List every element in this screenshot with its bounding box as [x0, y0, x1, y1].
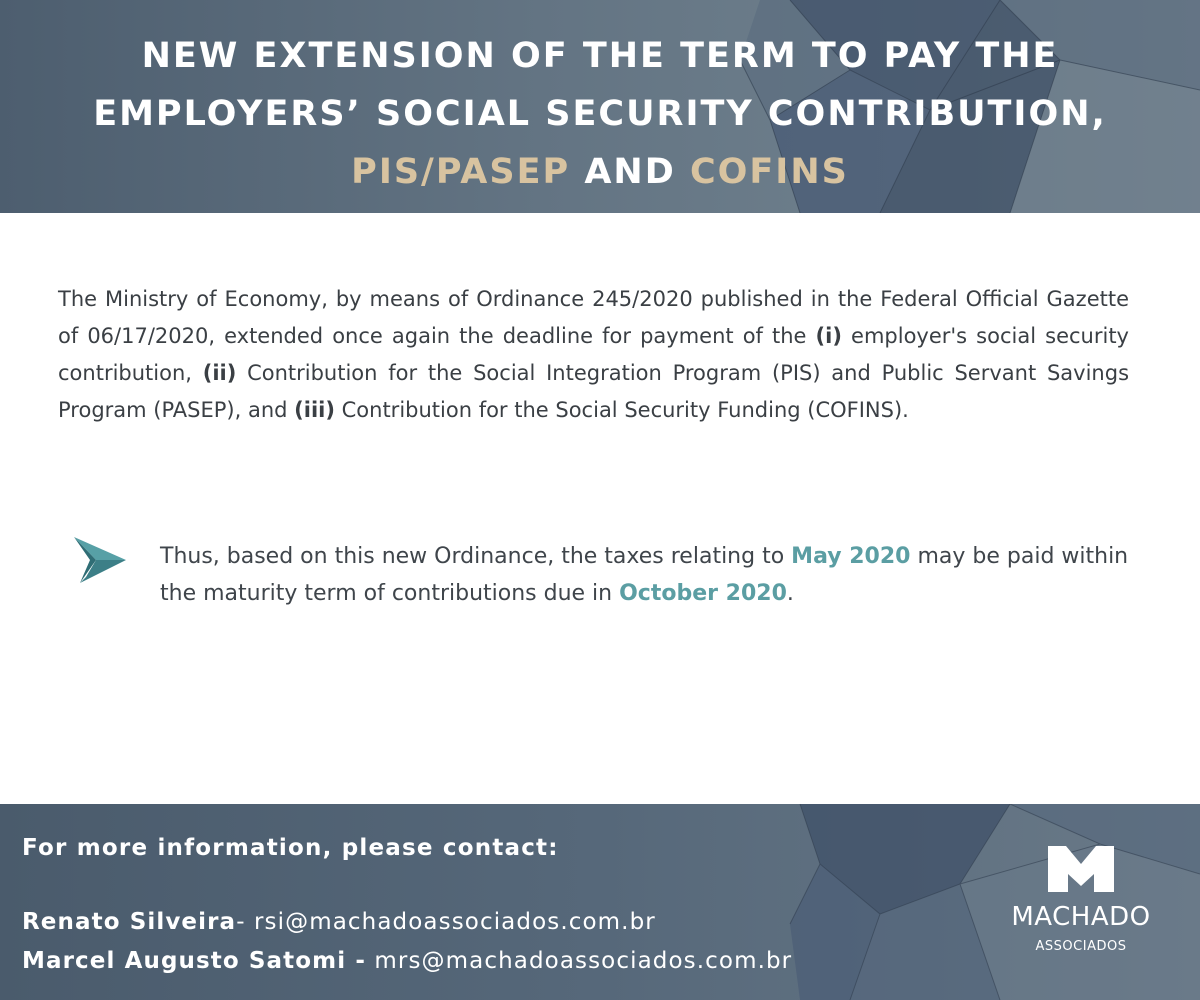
intro-marker-i: (i) [815, 324, 842, 348]
highlight-text-3: . [786, 581, 794, 606]
title-line-1: NEW EXTENSION OF THE TERM TO PAY THE [141, 36, 1059, 76]
title-cofins: COFINS [689, 152, 849, 192]
intro-text-2: employer's social security contribution, [58, 324, 1129, 385]
highlight-paragraph [160, 538, 1150, 612]
contact-name: Marcel Augusto Satomi - [22, 948, 366, 974]
contact-email-link[interactable]: rsi@machadoassociados.com.br [254, 909, 656, 935]
highlight-october-2020: October 2020 [619, 581, 787, 606]
company-logo [1010, 846, 1152, 966]
intro-text-1: The Ministry of Economy, by means of Ordinance 245/2020 published in the Federal Official Gazette of 06/17/2020, extended once again the deadline for payment of the [58, 287, 1129, 348]
title-line-2: EMPLOYERS’ SOCIAL SECURITY CONTRIBUTION, [93, 94, 1107, 134]
highlight-text-1: Thus, based on this new Ordinance, the taxes relating to [160, 544, 792, 569]
highlight-text-2: may be paid within the maturity term of contributions due in [160, 544, 1129, 606]
page-title [40, 27, 1160, 201]
highlight-may-2020: May 2020 [791, 544, 911, 569]
machado-logo-mark [1048, 846, 1114, 892]
title-line-3 [40, 143, 1160, 201]
logo-subtitle: ASSOCIADOS [1035, 939, 1127, 954]
title-pis-pasep: PIS/PASEP [351, 152, 571, 192]
intro-marker-iii: (iii) [294, 398, 335, 422]
contact-row [22, 909, 656, 935]
chevron-arrow-icon [74, 537, 126, 583]
intro-paragraph [58, 281, 1129, 429]
intro-text-3: Contribution for the Social Integration Program (PIS) and Public Servant Savings Program (PASEP), and [58, 361, 1130, 422]
header-banner [0, 0, 1200, 213]
intro-text-4: Contribution for the Social Security Funding (COFINS). [334, 398, 909, 422]
logo-name: MACHADO [1011, 902, 1151, 932]
contact-name: Renato Silveira [22, 909, 237, 935]
contact-separator: - [236, 909, 254, 935]
contact-email-link[interactable]: mrs@machadoassociados.com.br [374, 948, 793, 974]
intro-marker-ii: (ii) [202, 361, 237, 385]
title-and: AND [570, 152, 690, 192]
contact-heading: For more information, please contact: [22, 835, 559, 861]
contact-row [22, 948, 792, 974]
